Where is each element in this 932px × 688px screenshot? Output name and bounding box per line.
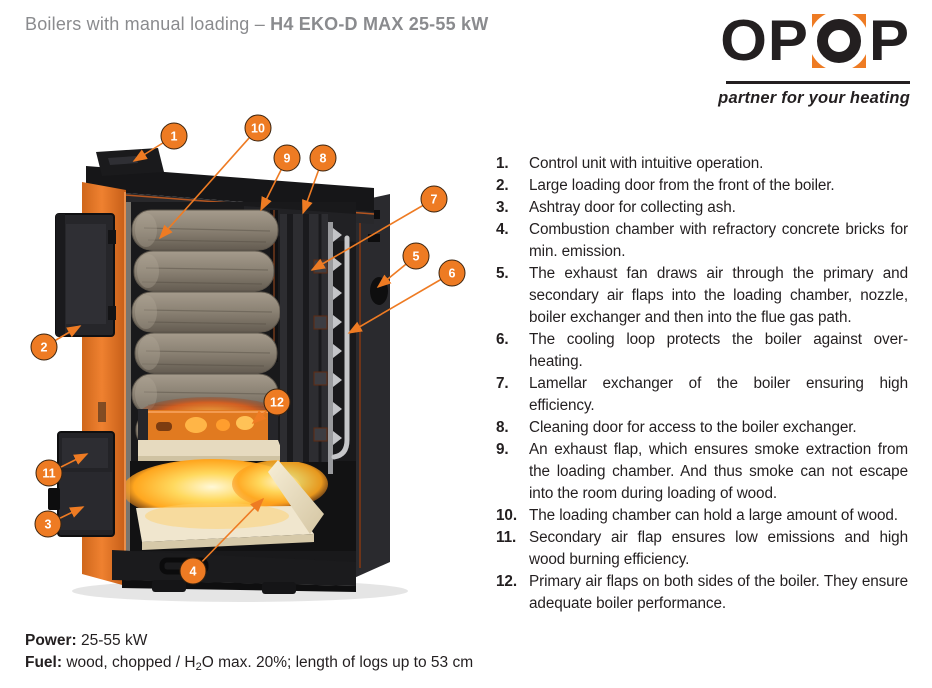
parts-list-item — [496, 263, 908, 329]
part-description: Primary air flaps on both sides of the boiler. They ensure adequate boiler performance. — [529, 573, 908, 612]
logo-letters-op: OP — [720, 8, 809, 73]
ashtray-door — [60, 472, 112, 530]
loading-door — [56, 214, 116, 336]
part-description: The exhaust fan draws air through the primary and secondary air flaps into the loading chamber, nozzle, boiler exchanger and then into the flue gas path. — [529, 265, 908, 326]
callout-1 — [134, 123, 187, 161]
lamellar-exchanger — [280, 214, 328, 462]
ashtray-handle — [48, 488, 60, 510]
part-description: An exhaust flap, which ensures smoke extraction from the loading chamber. And thus smoke can not escape into the room during loading of wood. — [529, 441, 908, 502]
part-number: 5. — [496, 265, 509, 282]
spec-power-label: Power: — [25, 632, 77, 649]
control-unit — [96, 148, 164, 176]
part-description: Lamellar exchanger of the boiler ensuring high efficiency. — [529, 375, 908, 414]
right-side-wall — [354, 194, 390, 578]
part-number: 8. — [496, 419, 509, 436]
callout-number: 2 — [40, 340, 48, 355]
parts-list-item — [496, 417, 908, 439]
parts-list-item — [496, 175, 908, 197]
page-title-model: H4 EKO-D MAX 25-55 kW — [270, 14, 489, 34]
parts-list-item — [496, 197, 908, 219]
callout-number: 8 — [319, 151, 327, 166]
part-description: Ashtray door for collecting ash. — [529, 199, 736, 216]
parts-list — [496, 153, 908, 615]
part-number: 7. — [496, 375, 509, 392]
opop-logo — [692, 10, 910, 108]
callout-number: 5 — [412, 249, 420, 264]
part-number: 1. — [496, 155, 509, 172]
parts-list-item — [496, 153, 908, 175]
part-description: Large loading door from the front of the boiler. — [529, 177, 835, 194]
spec-fuel-value-pre: wood, chopped / H — [62, 654, 196, 671]
callout-number: 3 — [44, 517, 52, 532]
part-number: 3. — [496, 199, 509, 216]
spec-fuel-label: Fuel: — [25, 654, 63, 671]
boiler-figure — [22, 110, 472, 610]
combustion-chamber — [122, 459, 356, 551]
page-title — [25, 14, 488, 35]
callout-number: 11 — [42, 466, 56, 481]
page-title-regular: Boilers with manual loading – — [25, 14, 271, 34]
spec-power — [25, 630, 473, 652]
parts-list-item — [496, 219, 908, 263]
spec-power-value: 25-55 kW — [76, 632, 148, 649]
parts-list-item — [496, 571, 908, 615]
part-number: 2. — [496, 177, 509, 194]
parts-list-item — [496, 527, 908, 571]
logo-orange-o-icon — [812, 14, 866, 68]
part-description: Combustion chamber with refractory concrete bricks for min. emission. — [529, 221, 908, 260]
spec-fuel-value-post: O max. 20%; length of logs up to 53 cm — [201, 654, 474, 671]
part-description: Cleaning door for access to the boiler exchanger. — [529, 419, 857, 436]
logo-letter-p: P — [868, 8, 910, 73]
callout-number: 4 — [189, 564, 197, 579]
spec-fuel-value-sub: 2 — [195, 661, 202, 673]
part-number: 10. — [496, 507, 517, 524]
part-number: 11. — [496, 529, 517, 546]
parts-list-item — [496, 439, 908, 505]
parts-list-item — [496, 329, 908, 373]
part-description: Secondary air flap ensures low emissions and high wood burning efficiency. — [529, 529, 908, 568]
part-number: 9. — [496, 441, 509, 458]
callout-number: 12 — [270, 395, 284, 410]
specs — [25, 630, 473, 678]
callout-number: 6 — [448, 266, 456, 281]
parts-list-item — [496, 505, 908, 527]
opop-logo-wordmark — [720, 10, 910, 72]
part-number: 6. — [496, 331, 509, 348]
callout-number: 7 — [430, 192, 438, 207]
part-description: Control unit with intuitive operation. — [529, 155, 764, 172]
part-description: The loading chamber can hold a large amount of wood. — [529, 507, 898, 524]
boiler-illustration — [22, 110, 472, 610]
parts-list-item — [496, 373, 908, 417]
spec-fuel — [25, 652, 473, 678]
logo-tagline: partner for your heating — [718, 89, 910, 107]
logo-rule — [726, 81, 910, 84]
callout-number: 10 — [251, 121, 265, 136]
part-number: 12. — [496, 573, 517, 590]
part-description: The cooling loop protects the boiler against over-heating. — [529, 331, 908, 370]
logo-black-ring — [817, 19, 861, 63]
callout-number: 1 — [170, 129, 178, 144]
callout-number: 9 — [283, 151, 291, 166]
part-number: 4. — [496, 221, 509, 238]
